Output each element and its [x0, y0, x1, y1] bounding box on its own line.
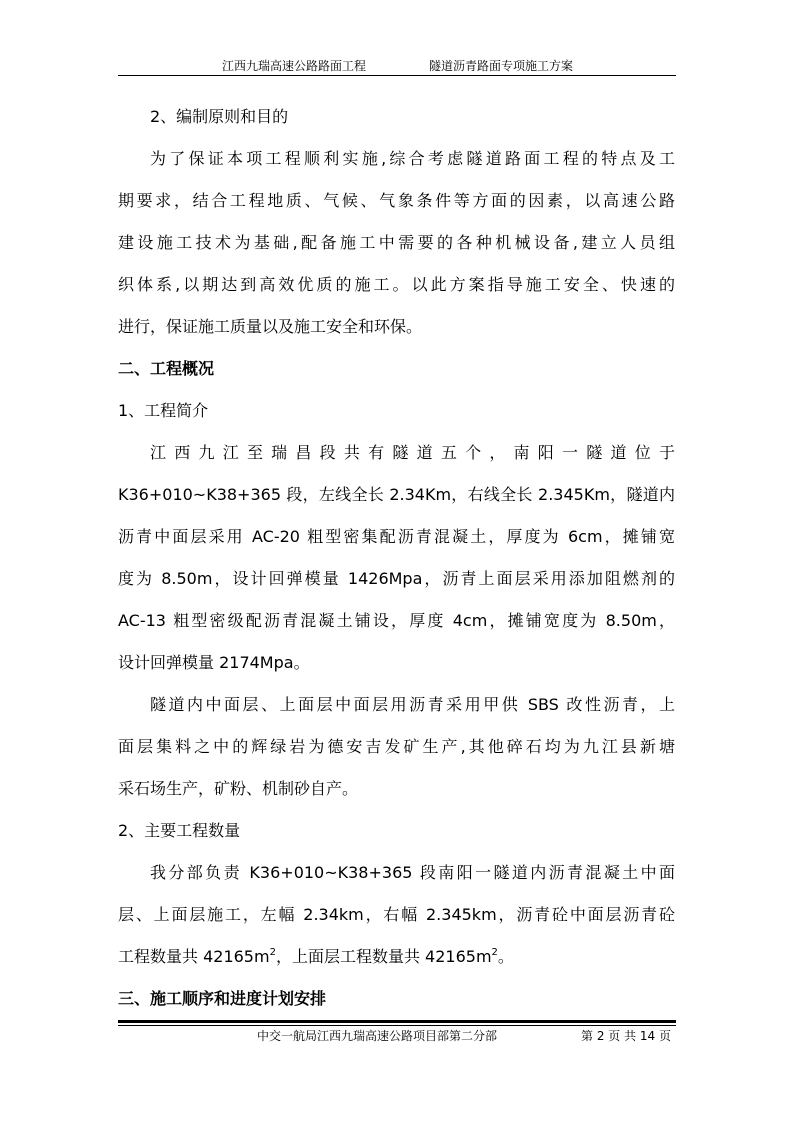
paragraph-line: 设计回弹模量 2174Mpa。 [118, 653, 310, 672]
paragraph-line-quantities [118, 938, 675, 980]
paragraph-line: 织体系,以期达到高效优质的施工。以此方案指导施工安全、快速的 [118, 275, 675, 294]
paragraph-line: 采石场生产，矿粉、机制砂自产。 [118, 779, 359, 798]
quantity-text: 。 [497, 947, 514, 966]
document-body [118, 98, 675, 1022]
paragraph-line: 度为 8.50m，设计回弹模量 1426Mpa，沥青上面层采用添加阻燃剂的 [118, 569, 675, 588]
section-title-overview: 二、工程概况 [118, 359, 215, 378]
subheading-principles: 2、编制原则和目的 [150, 107, 289, 126]
header-document-title: 隧道沥青路面专项施工方案 [429, 59, 574, 73]
footer-divider-thick [118, 1020, 676, 1023]
paragraph-line: AC-13 粗型密级配沥青混凝土铺设，厚度 4cm，摊铺宽度为 8.50m， [118, 611, 675, 630]
page-footer [118, 1027, 676, 1045]
quantity-text: ，上面层工程数量共 42165m [275, 947, 492, 966]
paragraph-line: K36+010~K38+365 段，左线全长 2.34Km，右线全长 2.345Km，隧道内 [118, 485, 675, 504]
paragraph-line: 沥青中面层采用 AC-20 粗型密集配沥青混凝土，厚度为 6cm，摊铺宽 [118, 527, 675, 546]
subheading-project-intro: 1、工程简介 [118, 401, 209, 420]
header-project-title: 江西九瑞高速公路路面工程 [222, 59, 367, 73]
superscript: 2 [491, 947, 498, 958]
paragraph-line: 层、上面层施工，左幅 2.34km，右幅 2.345km，沥青砼中面层沥青砼 [118, 905, 675, 924]
paragraph-line: 面层集料之中的辉绿岩为德安吉发矿生产,其他碎石均为九江县新塘 [118, 737, 675, 756]
paragraph-line: 我分部负责 K36+010~K38+365 段南阳一隧道内沥青混凝土中面 [150, 863, 675, 882]
paragraph-line: 进行，保证施工质量以及施工安全和环保。 [118, 317, 423, 336]
superscript: 2 [269, 947, 276, 958]
paragraph-line: 江西九江至瑞昌段共有隧道五个，南阳一隧道位于 [150, 443, 675, 462]
footer-organization: 中交一航局江西九瑞高速公路项目部第二分部 [257, 1029, 498, 1043]
footer-divider-thin [118, 1025, 676, 1026]
page-number: 第 2 页 共 14 页 [581, 1029, 671, 1043]
paragraph-line: 建设施工技术为基础,配备施工中需要的各种机械设备,建立人员组 [118, 233, 675, 252]
paragraph-line: 期要求，结合工程地质、气候、气象条件等方面的因素，以高速公路 [118, 191, 675, 210]
subheading-main-quantities: 2、主要工程数量 [118, 821, 241, 840]
page-header [118, 55, 676, 76]
quantity-text: 工程数量共 42165m [118, 947, 270, 966]
section-title-schedule: 三、施工顺序和进度计划安排 [118, 989, 327, 1008]
paragraph-line: 为了保证本项工程顺利实施,综合考虑隧道路面工程的特点及工 [150, 149, 675, 168]
paragraph-line: 隧道内中面层、上面层中面层用沥青采用甲供 SBS 改性沥青，上 [150, 695, 675, 714]
